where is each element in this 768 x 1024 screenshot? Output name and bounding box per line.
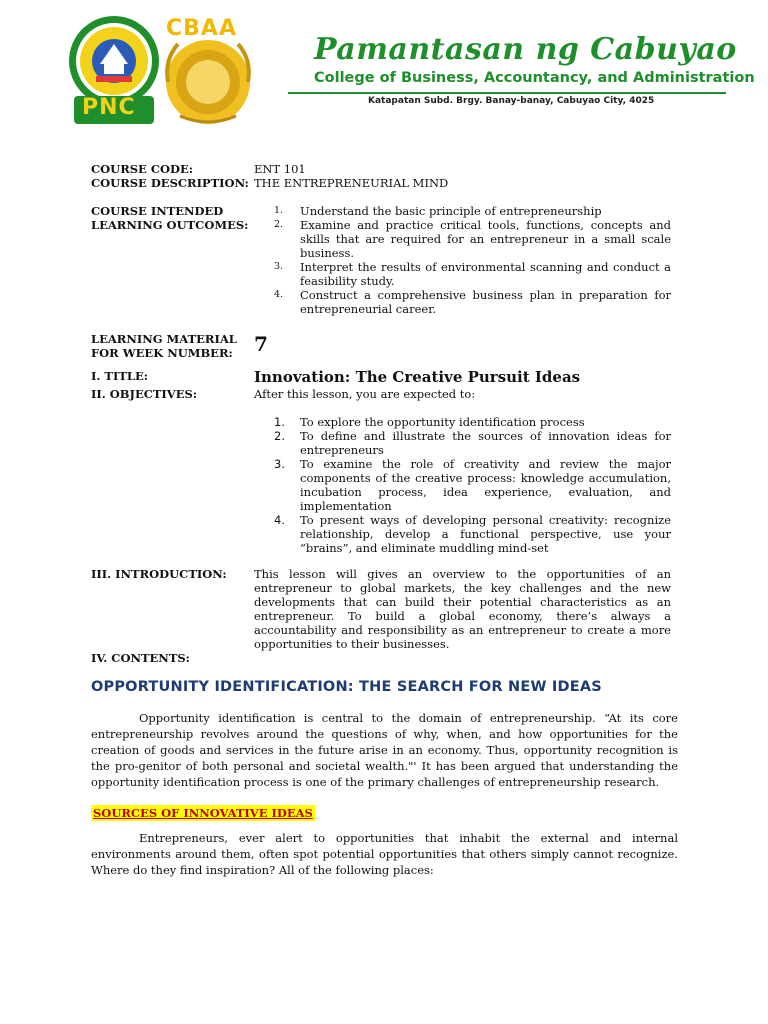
college-address: Katapatan Subd. Brgy. Banay-banay, Cabuyao City, 4025 xyxy=(368,96,655,106)
contents-paragraph-1: Opportunity identification is central to the domain of entrepreneurship. “At its core entrepreneurship revolves around the questions of why, when, and how opportunities for the creation of goods and services in the future arise in an economy. Thus, opportunity recognition is the pro-genitor of both personal and societal wealth."' It has been argued that understanding the opportunity identification process is one of the primary challenges of entrepreneurship research. xyxy=(91,711,678,789)
introduction-label: III. INTRODUCTION: xyxy=(91,567,227,581)
objective-text: To present ways of developing personal creativity: recognize relationship, develop a functional perspective, use your “brains”, and eliminate muddling mind-set xyxy=(300,513,671,555)
cbaa-logo-text: CBAA xyxy=(166,16,237,41)
contents-paragraph-2: Entrepreneurs, ever alert to opportunities that inhabit the external and internal environments around them, often spot potential opportunities that others simply cannot recognize. Where do they find inspiration? All of the following places: xyxy=(91,831,678,877)
objectives-label: II. OBJECTIVES: xyxy=(91,387,198,401)
contents-label: IV. CONTENTS: xyxy=(91,651,190,665)
objective-item xyxy=(274,457,671,513)
objective-text: To examine the role of creativity and review the major components of the creative process: knowledge accumulation, incubation process, idea experience, evaluation, and implementation xyxy=(300,457,671,513)
pnc-logo-text: PNC xyxy=(82,95,136,120)
title-label: I. TITLE: xyxy=(91,369,148,383)
course-code-value: ENT 101 xyxy=(254,162,306,176)
objective-text: To define and illustrate the sources of innovation ideas for entrepreneurs xyxy=(300,429,671,457)
outcome-text: Construct a comprehensive business plan in preparation for entrepreneurial career. xyxy=(300,288,671,316)
objective-text: To explore the opportunity identification process xyxy=(300,415,585,429)
university-name: Pamantasan ng Cabuyao xyxy=(314,32,737,67)
outcome-number: 1. xyxy=(274,205,284,216)
learning-outcomes-list xyxy=(274,204,671,316)
outcome-number: 4. xyxy=(274,289,284,300)
outcome-item xyxy=(274,218,671,260)
college-name: College of Business, Accountancy, and Administration xyxy=(314,70,755,86)
outcomes-label-line2: LEARNING OUTCOMES: xyxy=(91,218,249,232)
outcome-text: Interpret the results of environmental scanning and conduct a feasibility study. xyxy=(300,260,671,288)
introduction-text: This lesson will gives an overview to the opportunities of an entrepreneur to global markets, the key challenges and the new developments that can build their potential characteristics as an entrepreneur. To build a global economy, there’s always a accountability and responsibility as an entrepreneur to create a more opportunities to their businesses. xyxy=(254,567,671,651)
outcomes-label-line1: COURSE INTENDED xyxy=(91,204,224,218)
outcome-text: Understand the basic principle of entrepreneurship xyxy=(300,204,602,218)
outcome-item xyxy=(274,288,671,316)
outcome-text: Examine and practice critical tools, functions, concepts and skills that are required for an entrepreneur in a small scale business. xyxy=(300,218,671,260)
header-divider xyxy=(288,92,726,94)
sources-subheading-wrapper xyxy=(91,802,315,821)
week-number: 7 xyxy=(254,332,268,356)
outcome-item xyxy=(274,260,671,288)
objective-item xyxy=(274,513,671,555)
course-description-label: COURSE DESCRIPTION: xyxy=(91,176,249,190)
objective-number: 1. xyxy=(274,415,285,429)
course-code-label: COURSE CODE: xyxy=(91,162,193,176)
objectives-list xyxy=(274,415,671,555)
lesson-title: Innovation: The Creative Pursuit Ideas xyxy=(254,368,581,386)
week-label-line2: FOR WEEK NUMBER: xyxy=(91,346,233,360)
objectives-intro: After this lesson, you are expected to: xyxy=(254,387,476,401)
objective-number: 3. xyxy=(274,457,285,471)
objective-number: 2. xyxy=(274,429,285,443)
outcome-number: 2. xyxy=(274,219,284,230)
contents-heading: OPPORTUNITY IDENTIFICATION: THE SEARCH FOR NEW IDEAS xyxy=(91,679,602,695)
objective-number: 4. xyxy=(274,513,285,527)
week-label-line1: LEARNING MATERIAL xyxy=(91,332,237,346)
course-description-value: THE ENTREPRENEURIAL MIND xyxy=(254,176,449,190)
sources-subheading: SOURCES OF INNOVATIVE IDEAS xyxy=(93,806,313,820)
outcome-item xyxy=(274,204,671,218)
objective-item xyxy=(274,415,671,429)
objective-item xyxy=(274,429,671,457)
outcome-number: 3. xyxy=(274,261,284,272)
